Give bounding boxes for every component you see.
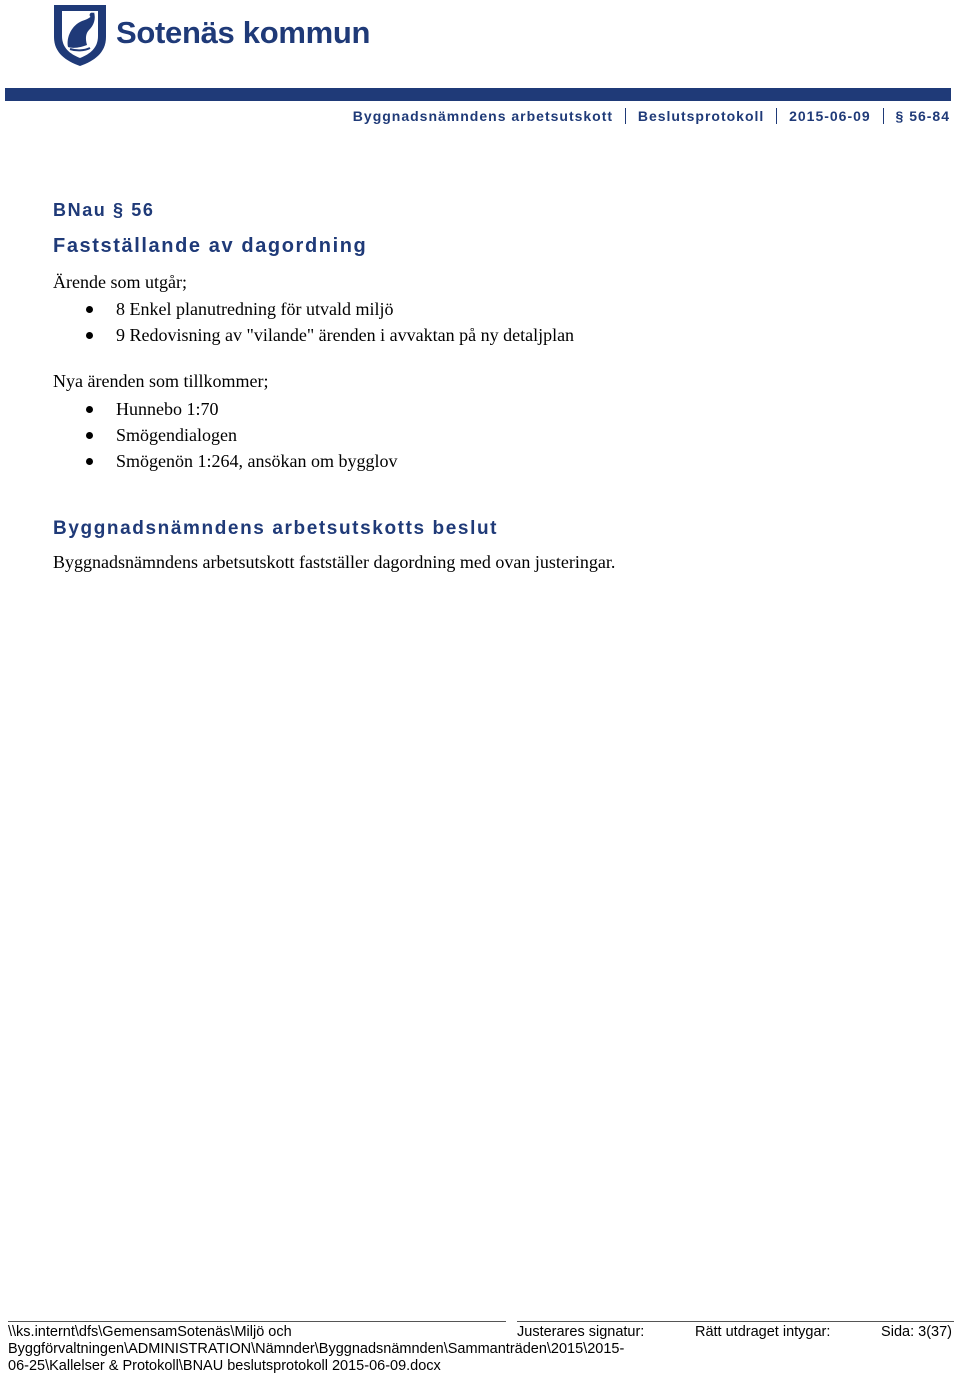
added-label: Nya ärenden som tillkommer;	[53, 371, 269, 391]
header-separator	[883, 108, 884, 124]
footer-rule	[8, 1321, 506, 1322]
list-item: 8 Enkel planutredning för utvald miljö	[0, 296, 574, 322]
header-doc-type: Beslutsprotokoll	[637, 108, 765, 124]
paragraph-number: BNau § 56	[53, 200, 155, 220]
org-logo	[52, 3, 382, 69]
header-separator	[625, 108, 626, 124]
decision-text: Byggnadsnämndens arbetsutskott fastställer dagordning med ovan justeringar.	[53, 552, 616, 572]
removed-list	[0, 296, 574, 348]
coat-of-arms-icon	[52, 3, 108, 67]
footer-signatures	[517, 1324, 952, 1341]
header-date: 2015-06-09	[789, 108, 871, 124]
decision-heading: Byggnadsnämndens arbetsutskotts beslut	[53, 518, 499, 539]
section-title: Fastställande av dagordning	[53, 235, 368, 257]
list-item: Hunnebo 1:70	[0, 396, 398, 422]
header-rule	[5, 88, 951, 101]
certified-label: Rätt utdraget intygar:	[694, 1324, 831, 1340]
list-item: Smögendialogen	[0, 422, 398, 448]
running-header	[353, 108, 950, 124]
header-para-sign: §	[895, 108, 905, 124]
file-path: \\ks.internt\dfs\GemensamSotenäs\Miljö och Byggförvaltningen\ADMINISTRATION\Nämnder\Byggnadsnämnden\Sammanträden\2015\2015-06-25\Kallelser & Protokoll\BNAU beslutsprotokoll 2015-06-09.docx	[8, 1324, 625, 1374]
signature-label: Justerares signatur:	[517, 1324, 645, 1340]
footer-rule	[517, 1321, 954, 1322]
added-list	[0, 396, 398, 474]
org-name: Sotenäs kommun	[116, 15, 371, 50]
removed-label: Ärende som utgår;	[53, 272, 187, 292]
header-body: Byggnadsnämndens arbetsutskott	[352, 108, 614, 124]
header-separator	[776, 108, 777, 124]
page-number: Sida: 3(37)	[881, 1324, 952, 1340]
list-item: Smögenön 1:264, ansökan om bygglov	[0, 448, 398, 474]
header-para-range: 56-84	[909, 108, 950, 124]
list-item: 9 Redovisning av "vilande" ärenden i avvaktan på ny detaljplan	[0, 322, 574, 348]
